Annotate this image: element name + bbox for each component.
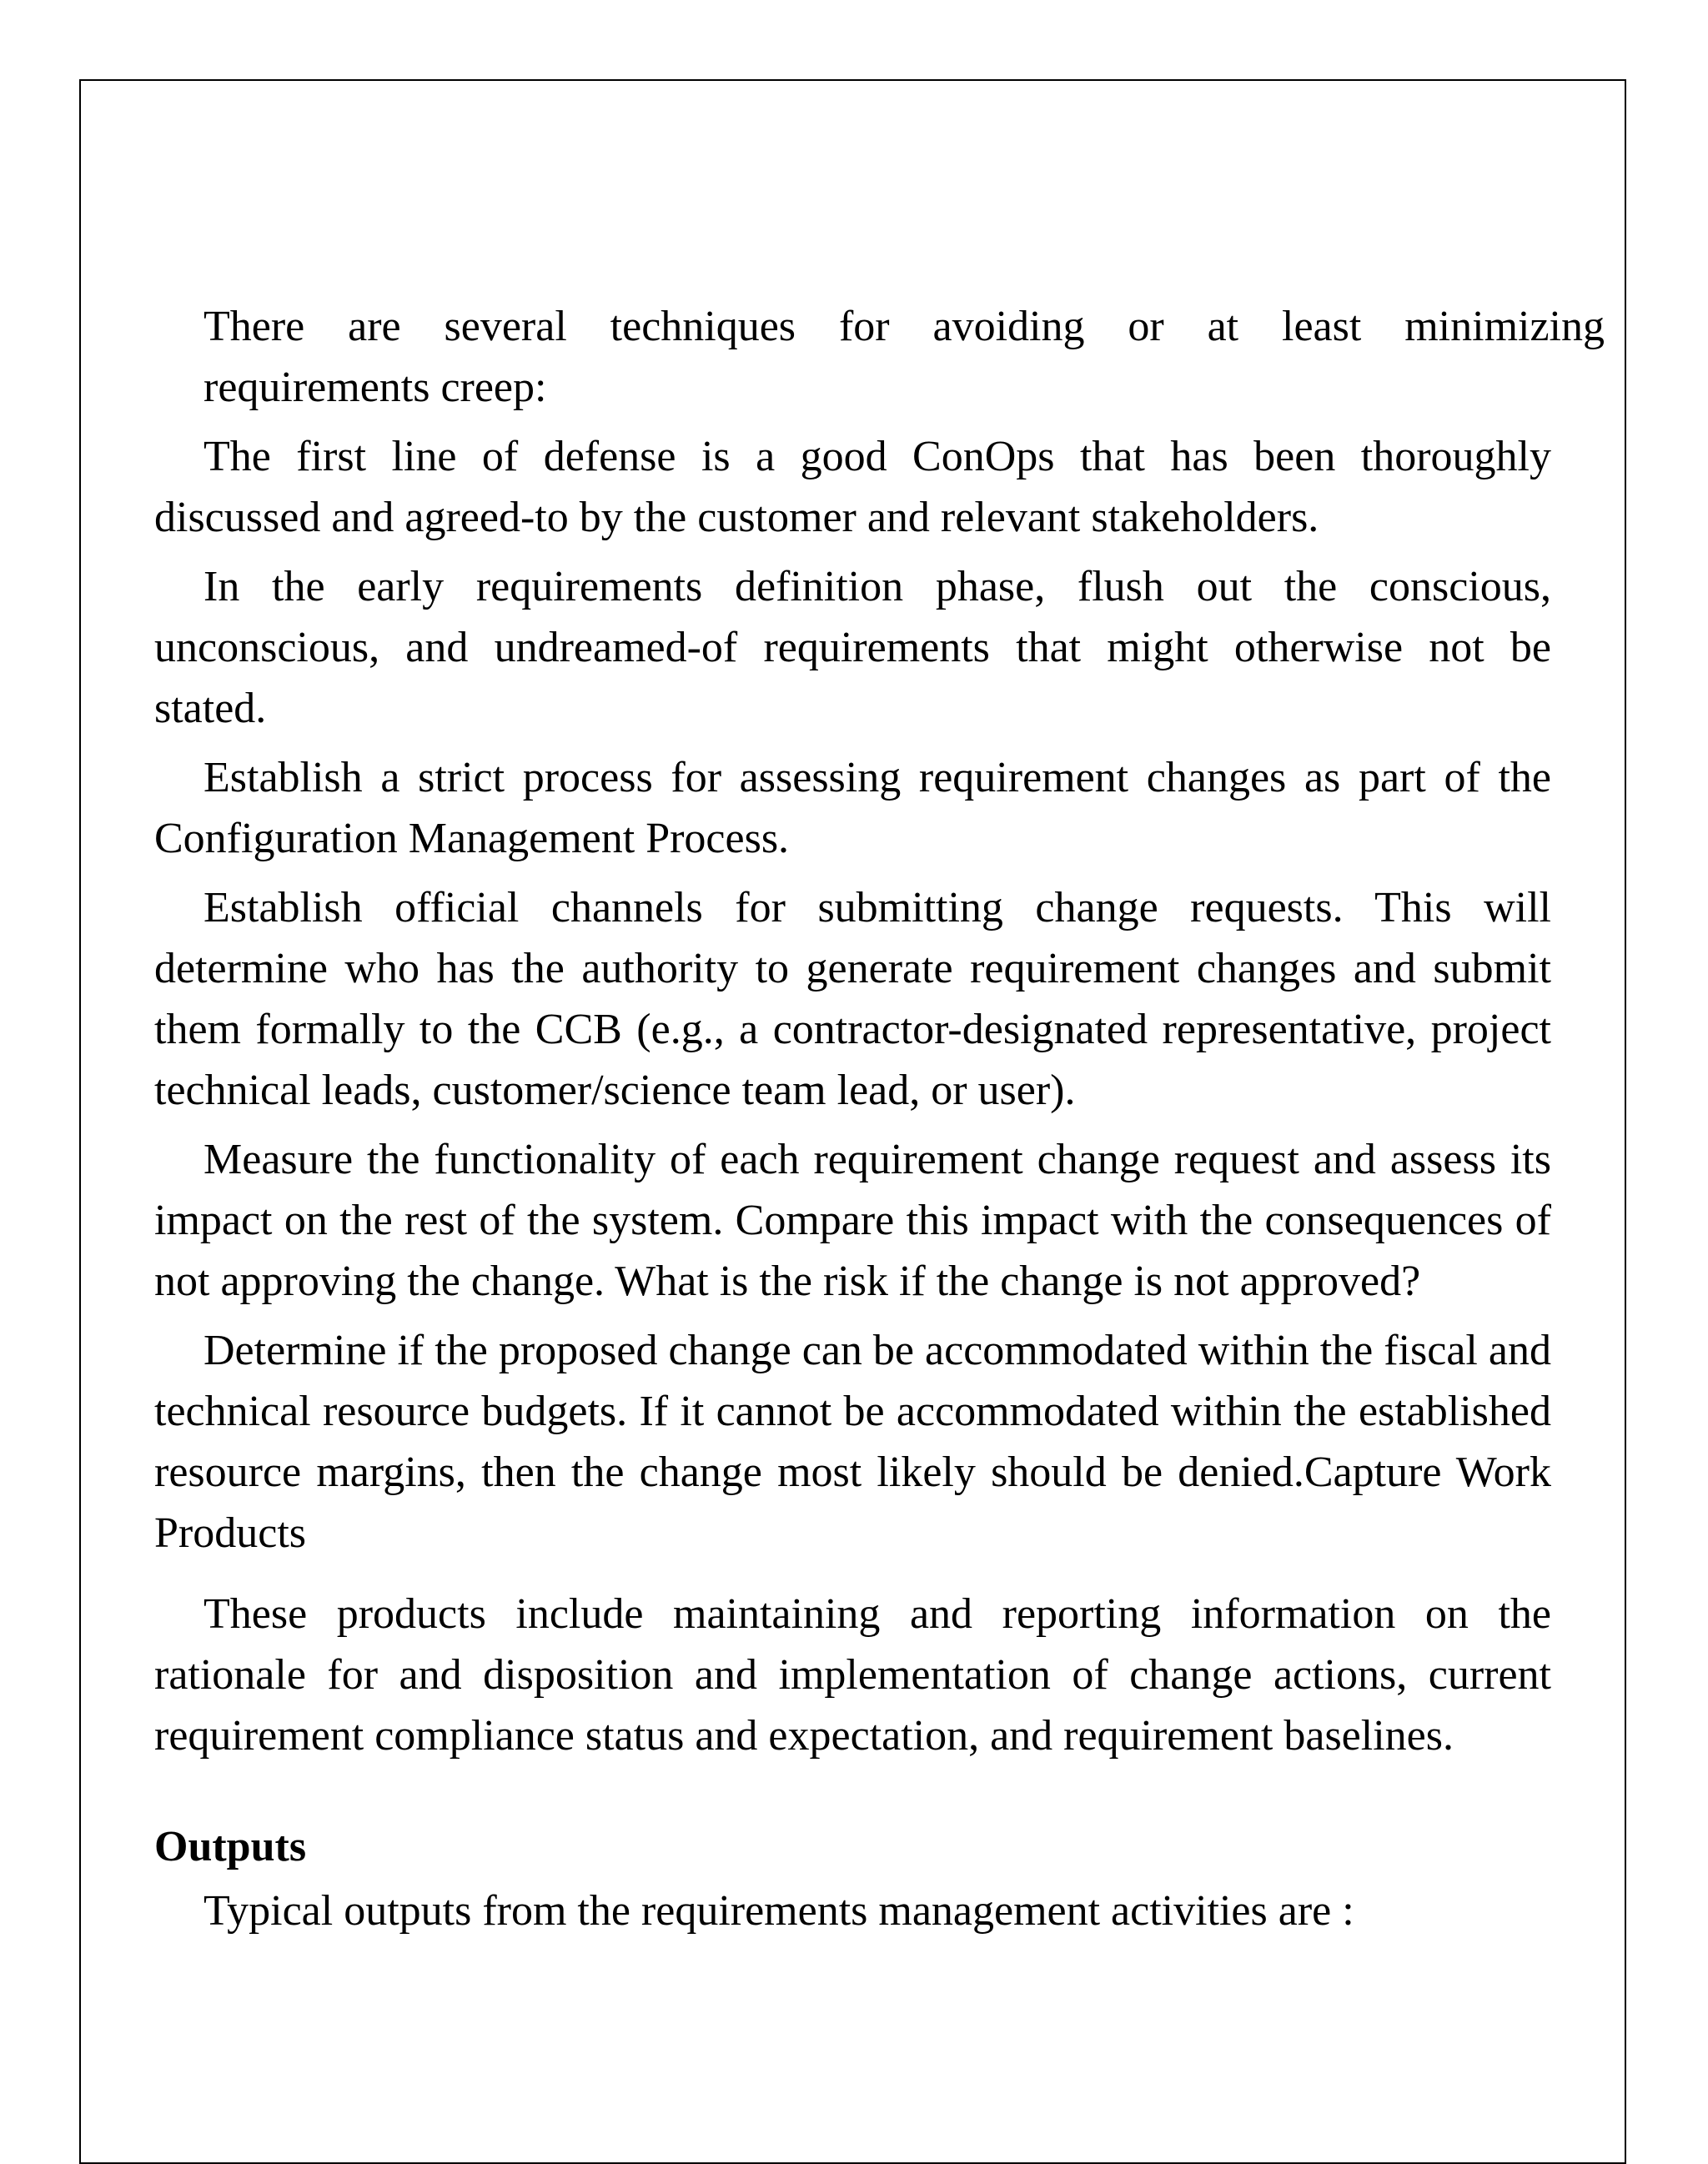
paragraph-strict-process: Establish a strict process for assessing requirement changes as part of the Configuration Management Process. [154,754,1551,862]
paragraph-work-products: These products include maintaining and reporting information on the rationale for and disposition and implementation of change actions, current requirement compliance status and expectation, and requirement baselines. [154,1590,1551,1760]
paragraph-early-definition: In the early requirements definition phase, flush out the conscious, unconscious, and undreamed-of requirements that might otherwise not be stated. [154,563,1551,732]
paragraph-outputs: Typical outputs from the requirements management activities are : [203,1887,1354,1935]
intro-paragraph-line-2: requirements creep: [203,364,547,411]
document-body [154,296,1605,1950]
intro-paragraph-line-1: There are several techniques for avoiding or at least minimizing [203,303,1605,350]
paragraph-conops: The first line of defense is a good ConOps that has been thoroughly discussed and agreed-to by the customer and relevant stakeholders. [154,433,1551,541]
paragraph-spacer [154,1572,1551,1584]
paragraph-measure-functionality: Measure the functionality of each requirement change request and assess its impact on the rest of the system. Compare this impact with the consequences of not approving the change. What is the risk if the change is not approved? [154,1136,1551,1305]
paragraph-budget-check: Determine if the proposed change can be accommodated within the fiscal and technical resource budgets. If it cannot be accommodated within the established resource margins, then the change most likely should be denied.Capture Work Products [154,1327,1551,1557]
paragraph-official-channels: Establish official channels for submitting change requests. This will determine who has the authority to generate requirement changes and submit them formally to the CCB (e.g., a contractor-designated representative, project technical leads, customer/science team lead, or user). [154,884,1551,1114]
section-heading-outputs: Outputs [154,1823,307,1870]
